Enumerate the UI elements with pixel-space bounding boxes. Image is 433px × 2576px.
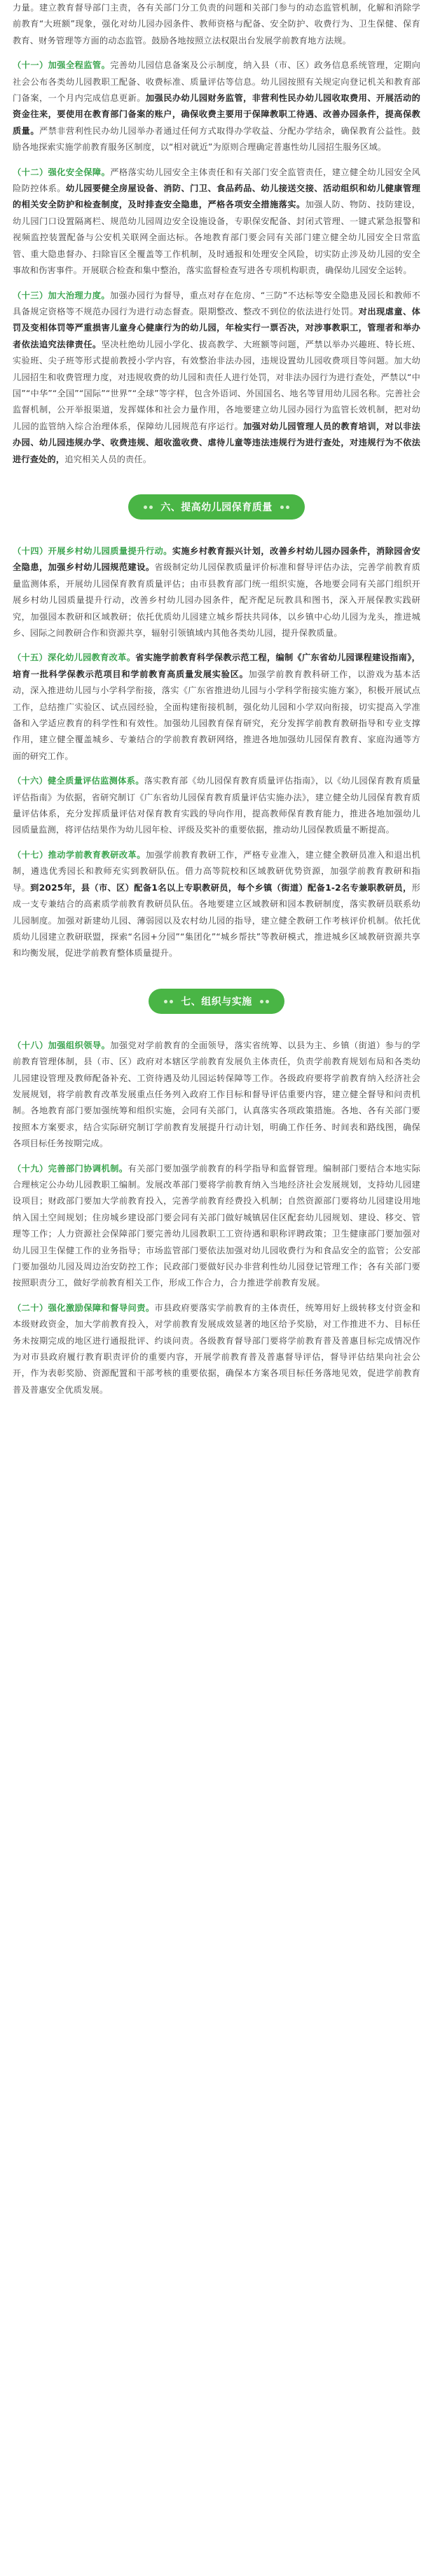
paragraph-19 (13, 1161, 420, 1292)
paragraph-13-bold-1: 对出现虐童、体罚及变相体罚等严重损害儿童身心健康行为的幼儿园，年检实行一票否决，对涉事教职工，管理者和举办者依法追究法律责任。 (13, 306, 420, 349)
paragraph-14-text-1: 省级制定幼儿园保教质量评价标准和督导评估办法，完善学前教育质量监测体系，开展幼儿园保育教育质量评估；由市县教育部门统一组织实施，各地要会同有关部门组织开展乡村幼儿园质量提升行动，改善乡村幼儿园办园条件，配齐配足玩教具和图书，深入开展保教实践研究，加强园本教研和区域教研；依托优质幼儿园建立城乡帮扶共同体，以乡镇中心幼儿园为龙头，推进城乡、园际之间教研合作和资源共享，辐射引领镇域内其他各类幼儿园，提升保教质量。 (13, 562, 420, 638)
section-header-7 (13, 989, 420, 1014)
paragraph-15 (13, 650, 420, 765)
paragraph-17-bold-1: 到2025年，县（市、区）配备1名以上专职教研员，每个乡镇（街道）配备1-2名专兼职教研员， (30, 882, 412, 893)
paragraph-12 (13, 165, 420, 279)
paragraph-18 (13, 1038, 420, 1153)
paragraph-11-bold-1: 加强民办幼儿园财务监管，非营利性民办幼儿园收取费用、开展活动的资金往来，要使用在教育部门备案的账户，确保收费主要用于保障教职工待遇、改善办园条件，提高保教质量。 (13, 93, 421, 136)
paragraph-intro-text: 力量。建立教育督导部门主责，各有关部门分工负责的问题和关部门参与的动态监管机制，化解和消除学前教育“大班额”现象，强化对幼儿园办园条件、教师资格与配备、安全防护、收费行为、卫生保健、保育教育、财务管理等方面的动态监管。鼓励各地按照立法权限出台发展学前教育地方法规。 (13, 3, 420, 46)
paragraph-15-title: （十五）深化幼儿园教育改革。 (13, 653, 136, 663)
paragraph-14 (13, 543, 420, 641)
paragraph-13-text-1: 加强办园行为督导，重点对存在危房、“三防”不达标等安全隐患及园长和教师不具备规定资格等不规范办园行为进行动态督查。限期整改、整改不到位的依法进行处罚。 (13, 290, 421, 316)
section-7-label: 七、组织与实施 (181, 996, 252, 1008)
paragraph-13-bold-2: 加强对幼儿园管理人员的教育培训，对以非法办园、幼儿园违规办学、收费违规、超收滥收费、虐待儿童等违法违规行为进行查处，对违规行为不依法进行查处的， (13, 421, 420, 464)
dots-decoration-icon (278, 502, 289, 513)
paragraph-11 (13, 57, 420, 155)
paragraph-17-text-2: 形成一支专兼结合的高素质学前教育教研员队伍。各地要建立区域教研和园本教研制度，落实教研员联系幼儿园制度。加强对新建幼儿园、薄弱园以及农村幼儿园的指导，建立健全教研工作考核评价机制。依托优质幼儿园建立教研联盟，探索“名园+分园”“集团化”“城乡帮扶”等教研模式，推进城乡区域教研资源共享和均衡发展，促进学前教育整体质量提升。 (13, 882, 420, 959)
paragraph-14-title: （十四）开展乡村幼儿园质量提升行动。 (13, 545, 172, 556)
paragraph-intro (13, 0, 420, 49)
paragraph-13-title: （十三）加大治理力度。 (13, 290, 111, 300)
section-header-6 (13, 494, 420, 520)
paragraph-16-text-1: 落实教育部《幼儿园保育教育质量评估指南》，以《幼儿园保育教育质量评估指南》为依据，省研究制订《广东省幼儿园保育教育质量评估实施办法》，建立健全幼儿园保育教育质量评估体系，充分发挥质量评估对保育教育实践的导向作用，提高教师保育教育能力，推进各地加强幼儿园质量监测，将评估结果作为幼儿园年检、评级及奖补的重要依据，推动幼儿园保教质量不断提高。 (13, 776, 420, 835)
paragraph-12-text-1: 严格落实幼儿园安全主体责任和有关部门安全监管责任，建立健全幼儿园安全风险防控体系。 (13, 167, 421, 194)
paragraph-12-title: （十二）强化安全保障。 (13, 167, 111, 177)
paragraph-15-text-1: 加强学前教育教科研工作，以游戏为基本活动，深入推进幼儿园与小学科学衔接，落实《广东省推进幼儿园与小学科学衔接实施方案》，积极开展试点工作，总结推广实验区、试点园经验，全面构建衔接机制，强化幼儿园和小学双向衔接，切实提高入学准备和入学适应教育的科学性和有效性。加强幼儿园教育保育研究，充分发挥学前教育教研指导和专业支撑作用，建立健全覆盖城乡、专兼结合的学前教育教研网络，推进各地加强幼儿园保育教育、家庭沟通等方面的研究工作。 (13, 669, 420, 761)
paragraph-17-title: （十七）推动学前教育教研改革。 (13, 849, 146, 860)
dots-decoration-icon (144, 502, 155, 513)
dots-decoration-icon (164, 996, 175, 1008)
paragraph-20-text-1: 市县政府要落实学前教育的主体责任，统筹用好上级转移支付资金和本级财政资金，加大学前教育投入，对学前教育发展成效显著的地区给予奖励，对工作推进不力、目标任务未按期完成的地区进行通报批评、约谈问责。各级教育督导部门要将学前教育普及普惠目标完成情况作为对市县政府履行教育职责评价的重要内容，开展学前教育普及普惠督导评估，督导评估结果向社会公开，作为表彰奖励、资源配置和干部考核的重要依据，确保本方案各项目标任务落地见效，促进学前教育普及普惠安全优质发展。 (13, 1302, 420, 1395)
section-6-label: 六、提高幼儿园保育质量 (160, 501, 273, 513)
paragraph-13 (13, 288, 420, 468)
section-pill-7 (149, 989, 284, 1014)
paragraph-20 (13, 1300, 420, 1398)
paragraph-13-text-2: 坚决杜绝幼儿园小学化、拔高教学、大班额等问题，严禁以举办兴趣班、特长班、实验班、尖子班等形式提前教授小学内容，有效整治非法办园，违规设置幼儿园收费项目等问题。加大幼儿园招生和收费管理力度，对违规收费的幼儿园和责任人进行处罚，对非法办园行为进行查处，严禁以“中国”“中华”“全国”“国际”“世界”“全球”等字样，包含外语词、外国国名、地名等冒用幼儿园名称。完善社会监督机制，公开举报渠道，发挥媒体和社会力量作用，各地要建立幼儿园办园行为监管长效机制，把对幼儿园的监管纳入综合治理体系，保障幼儿园规范有序运行。 (13, 339, 421, 431)
paragraph-16 (13, 773, 420, 839)
paragraph-19-text-1: 有关部门要加强学前教育的科学指导和监督管理。编制部门要结合本地实际合理核定公办幼儿园教职工编制。发展改革部门要将学前教育纳入当地经济社会发展规划，支持幼儿园建设项目；财政部门要加大学前教育投入，完善学前教育经费投入机制；自然资源部门要将幼儿园建设用地纳入国土空间规划；住房城乡建设部门要会同有关部门做好城镇居住区配套幼儿园规划、建设、移交、管理等工作；人力资源社会保障部门要完善幼儿园教职工工资待遇和职称评聘政策；卫生健康部门要加强对幼儿园卫生保健工作的业务指导；市场监管部门要依法加强对幼儿园收费行为和食品安全的监管；公安部门要加强幼儿园及周边治安防控工作；民政部门要做好民办非营利性幼儿园登记管理工作；各有关部门要按照职责分工，做好学前教育相关工作，形成工作合力，合力推进学前教育发展。 (13, 1163, 420, 1288)
paragraph-12-text-2: 加强人防、物防、技防建设，幼儿园门口设置隔离栏、规范幼儿园周边安全设施设备，专职保安配备、封闭式管理、一键式紧急报警和视频监控装置配备与公安机关联网全面达标。各地教育部门要会同有关部门建立健全幼儿园安全日常监管、重大隐患督办、扫除盲区全覆盖等工作机制，及时通报和处理安全风险，切实防止涉及幼儿园的安全事故和伤害事件。开展联合检查和集中整治，落实监督检查写进各专项机构职责，确保幼儿园安全运转。 (13, 200, 420, 276)
paragraph-12-bold-1: 幼儿园要健全房屋设备、消防、门卫、食品药品、幼儿接送交接、活动组织和幼儿健康管理的相关安全防护和检查制度，及时排查安全隐患，严格各项安全措施落实。 (13, 183, 421, 210)
section-pill-6 (128, 494, 305, 520)
paragraph-13-text-3: 追究相关人员的责任。 (64, 454, 152, 464)
paragraph-11-text-1: 完善幼儿园信息备案及公示制度，纳入县（市、区）政务信息系统管理，定期向社会公布各类幼儿园教职工配备、收费标准、质量评估等信息。幼儿园按照有关规定向登记机关和教育部门备案，一个月内完成信息更新。 (13, 60, 421, 104)
paragraph-18-title: （十八）加强组织领导。 (13, 1040, 111, 1050)
paragraph-11-text-2: 严禁非营利性民办幼儿园举办者通过任何方式取得办学收益、分配办学结余，确保教育公益性。鼓励各地探索实施学前教育服务区制度，以“相对就近”为原则合理确定普惠性幼儿园招生服务区域。 (13, 125, 420, 153)
paragraph-16-title: （十六）健全质量评估监测体系。 (13, 776, 144, 786)
dots-decoration-icon (258, 996, 269, 1008)
paragraph-15-bold-1: 省实施学前教育科学保教示范工程，编制《广东省幼儿园课程建设指南》，培育一批科学保教示范项目和学前教育高质量发展实验区。 (13, 653, 420, 679)
paragraph-17 (13, 847, 420, 962)
paragraph-18-text-1: 加强党对学前教育的全面领导，落实省统筹、以县为主、乡镇（街道）参与的学前教育管理体制，县（市、区）政府对本辖区学前教育发展负主体责任，负责学前教育规划布局和各类幼儿园建设管理及教师配备补充、工资待遇及幼儿园运转保障等工作。各级政府要将学前教育纳入经济社会发展规划，将学前教育改革发展重点任务列入政府工作目标和督导评估重要内容，建立健全督导和问责机制。各地教育部门要加强统筹和组织实施，会同有关部门，认真落实各项政策措施。各地、各有关部门要按照本方案要求，结合实际研究制订学前教育发展提升行动计划，明确工作任务、时间表和路线图，确保各项目标任务按期完成。 (13, 1040, 421, 1149)
paragraph-17-text-1: 加强学前教育教研工作，严格专业准入，建立健全教研员准入和退出机制，遴选优秀园长和教师充实到教研队伍。借力高等院校和区域教研优势资源，加强学前教育教研和指导。 (13, 849, 421, 893)
paragraph-14-bold-1: 实施乡村教育振兴计划，改善乡村幼儿园办园条件，消除园舍安全隐患，加强乡村幼儿园规范建设。 (13, 545, 420, 573)
paragraph-11-title: （十一）加强全程监管。 (13, 60, 111, 71)
paragraph-19-title: （十九）完善部门协调机制。 (13, 1163, 128, 1174)
paragraph-20-title: （二十）强化激励保障和督导问责。 (13, 1302, 155, 1313)
